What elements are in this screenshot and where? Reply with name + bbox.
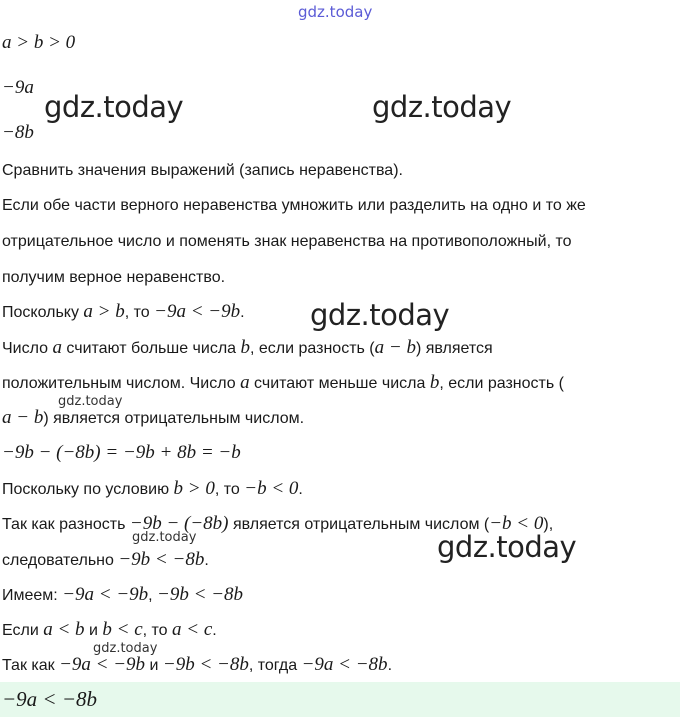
text: .	[387, 657, 393, 674]
math: −b < 0	[489, 513, 544, 534]
paragraph-since	[2, 301, 245, 324]
answer-box	[0, 682, 680, 717]
equation-difference: −9b − (−8b) = −9b + 8b = −b	[2, 442, 241, 463]
watermark: gdz.today	[44, 90, 184, 124]
text: .	[212, 622, 217, 639]
math: a − b	[374, 337, 416, 358]
watermark: gdz.today	[372, 90, 512, 124]
text: и	[145, 657, 163, 674]
paragraph-therefore	[2, 549, 209, 572]
math: b	[240, 337, 250, 358]
text: Число	[2, 340, 53, 357]
text: ) является	[415, 340, 493, 357]
text: Так как разность	[2, 516, 130, 533]
text: , если разность (	[439, 375, 564, 392]
text: Поскольку	[2, 304, 84, 321]
text: , то	[124, 304, 155, 321]
watermark: gdz.today	[310, 298, 450, 332]
text: положительным числом. Число	[2, 375, 241, 392]
paragraph-definition-2	[2, 372, 564, 395]
math: a < b	[43, 619, 85, 640]
text: и	[84, 622, 103, 639]
math: a	[52, 337, 62, 358]
watermark-small: gdz.today	[132, 530, 197, 545]
paragraph-task: Сравнить значения выражений (запись неравенства).	[2, 162, 403, 179]
math: −9b < −8b	[118, 549, 205, 570]
math: −9b − (−8b)	[129, 513, 229, 534]
math: −9a < −9b	[62, 584, 149, 605]
math: a	[240, 372, 250, 393]
text: .	[240, 304, 245, 321]
expression-1: −9a	[2, 77, 34, 98]
text: ) является отрицательным числом.	[43, 410, 305, 427]
math: a < c	[172, 619, 213, 640]
text: является отрицательным числом (	[228, 516, 490, 533]
text: Если	[2, 622, 44, 639]
text: Так как	[2, 657, 60, 674]
math: b	[429, 372, 440, 393]
math: b < c	[102, 619, 143, 640]
text: , тогда	[248, 657, 302, 674]
text: ),	[543, 516, 554, 533]
paragraph-transitivity	[2, 619, 217, 642]
paragraph-rule-3: получим верное неравенство.	[2, 269, 226, 286]
text: .	[204, 552, 209, 569]
math: a − b	[2, 407, 44, 428]
math: b > 0	[173, 478, 215, 499]
paragraph-definition-1	[2, 337, 493, 360]
paragraph-rule-1: Если обе части верного неравенства умножить или разделить на одно и то же	[2, 197, 586, 214]
text: , то	[142, 622, 173, 639]
answer-text: −9a < −8b	[2, 687, 98, 711]
given-inequality: a > b > 0	[2, 32, 76, 53]
text: .	[298, 481, 303, 498]
math: a > b	[83, 301, 125, 322]
paragraph-condition	[2, 478, 303, 501]
watermark: gdz.today	[437, 530, 577, 564]
watermark-top: gdz.today	[298, 3, 373, 21]
math: −9a < −9b	[59, 654, 146, 675]
watermark-small: gdz.today	[93, 641, 158, 656]
math: −b < 0	[244, 478, 299, 499]
math: −9a < −9b	[154, 301, 241, 322]
text: , то	[214, 481, 245, 498]
text: Имеем:	[2, 587, 63, 604]
math: −9b < −8b	[162, 654, 249, 675]
paragraph-have	[2, 584, 243, 607]
paragraph-rule-2: отрицательное число и поменять знак неравенства на противоположный, то	[2, 233, 572, 250]
math: −9b < −8b	[157, 584, 244, 605]
paragraph-since-diff	[2, 513, 553, 536]
text: считают меньше числа	[249, 375, 430, 392]
expression-2: −8b	[2, 122, 34, 143]
text: следовательно	[2, 552, 119, 569]
text: Поскольку по условию	[2, 481, 174, 498]
text: , если разность (	[250, 340, 375, 357]
paragraph-definition-3	[2, 407, 304, 430]
text: считают больше числа	[61, 340, 241, 357]
text: ,	[148, 587, 158, 604]
math: −9a < −8b	[301, 654, 388, 675]
paragraph-conclusion	[2, 654, 392, 677]
watermark-small: gdz.today	[58, 394, 123, 409]
